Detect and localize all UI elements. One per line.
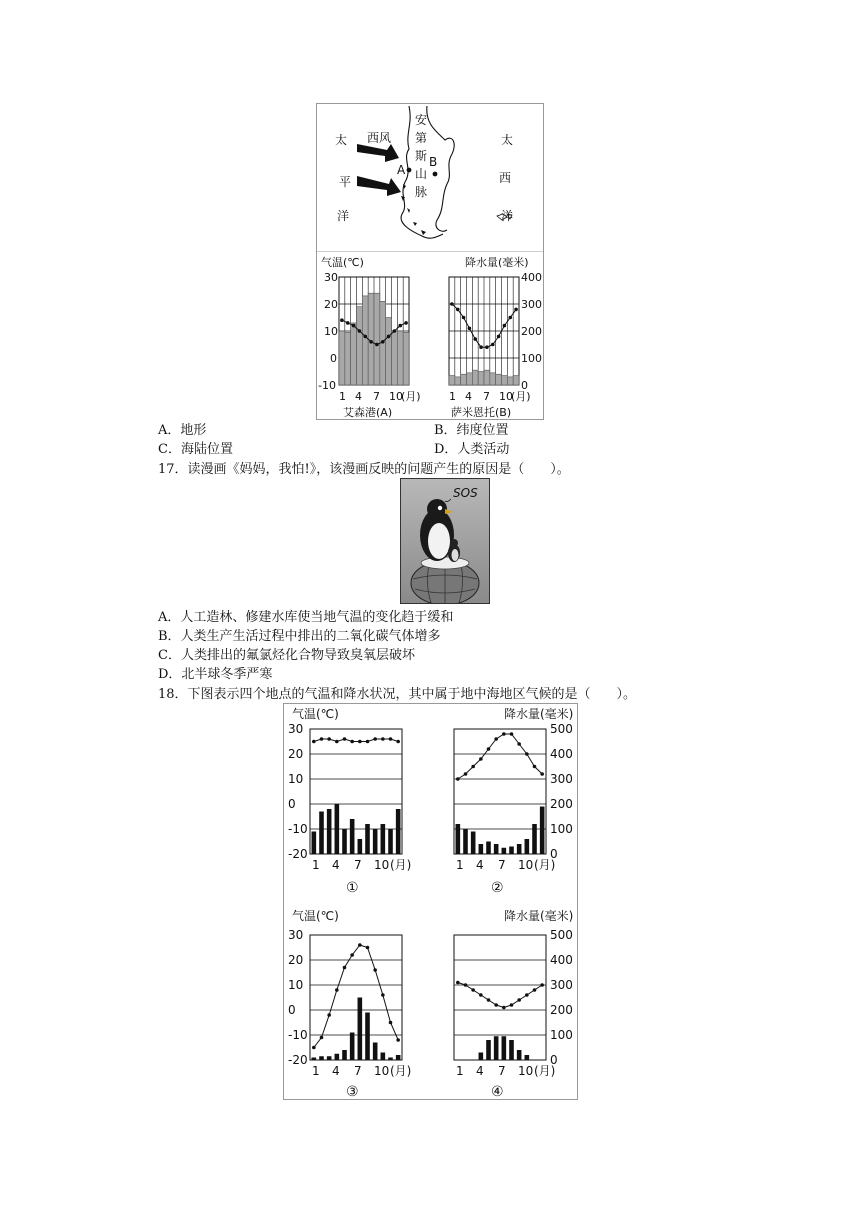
temp-point [327,737,331,741]
temp-point [533,988,537,992]
month-tick: 4 [476,1064,484,1078]
q16-precip-tick-0: 0 [521,379,528,392]
temp-point [494,1003,498,1007]
map-label-andes-1: 安 [415,113,428,127]
precip-bar [463,829,468,854]
temp-tick: 30 [288,928,304,942]
temp-point [396,1038,400,1042]
precip-bar [358,998,363,1061]
temp-point [343,737,347,741]
precip-bar [368,293,374,385]
temp-point [350,740,354,744]
map-label-andes-5: 脉 [415,185,428,199]
q18-label-2: ② [491,880,504,896]
temp-point [352,324,356,328]
q16-precip-tick-200: 200 [521,325,542,338]
precip-bar [525,839,530,854]
month-tick: 7 [498,1064,506,1078]
month-tick: (月) [534,1064,556,1078]
q16-a-month-10: 10 [389,390,403,403]
q16-precip-tick-300: 300 [521,298,542,311]
q17-stem: 17．读漫画《妈妈，我怕!》，该漫画反映的问题产生的原因是（ ）。 [158,462,570,477]
temp-point [510,732,514,736]
precip-bar [342,829,347,854]
precip-bar [373,829,378,854]
temp-point [387,335,391,339]
temp-point [369,340,373,344]
q18-stem: 18．下图表示四个地点的气温和降水状况，其中属于地中海地区气候的是（ ）。 [158,687,637,702]
precip-bar [449,376,455,385]
precip-bar [484,370,490,385]
precip-tick: 400 [550,747,573,761]
precip-bar [472,370,478,385]
q16-option-c[interactable]: C．海陆位置 [158,442,233,457]
q16-a-month-4: 4 [355,390,362,403]
temp-point [396,740,400,744]
precip-bar [486,1040,491,1060]
q18-plot-4 [454,935,546,1060]
precip-tick: 0 [550,847,558,861]
precip-bar [365,824,370,854]
precip-tick: 500 [550,928,573,942]
temp-point [487,747,491,751]
precip-bar [381,1053,386,1061]
temp-point [320,737,324,741]
precip-bar [396,809,401,854]
precip-bar [392,331,398,385]
q17-option-d[interactable]: D．北半球冬季严寒 [158,667,273,682]
q16-b-month-10: 10 [499,390,513,403]
q16-b-month-7: 7 [483,390,490,403]
precip-bar [490,373,496,385]
temp-point [456,981,460,985]
precip-bar [312,832,317,855]
temp-point [464,983,468,987]
temp-point [540,772,544,776]
precip-bar [467,373,473,385]
south-america-map [317,104,543,252]
q18-figure [283,703,578,1100]
precip-bar [357,307,363,385]
temp-tick: 20 [288,953,304,967]
precip-bar [461,374,467,385]
temp-point [373,737,377,741]
temp-point [471,765,475,769]
precip-bar [312,1058,317,1061]
temp-point [473,337,477,341]
precip-bar [374,293,380,385]
q16-b-month-4: 4 [465,390,472,403]
month-tick: 1 [456,1064,464,1078]
cartoon-sos: SOS [453,486,478,500]
q16-station-a: 艾森港(A) [343,406,393,419]
precip-bar [509,1040,514,1060]
q16-precip-tick-100: 100 [521,352,542,365]
precip-tick: 300 [550,978,573,992]
temp-point [389,737,393,741]
q16-option-b[interactable]: B．纬度位置 [434,423,509,438]
precip-bar [327,1056,332,1060]
temp-tick: -20 [288,1053,308,1067]
q16-b-month-1: 1 [449,390,456,403]
temp-point [358,943,362,947]
temp-tick: 20 [288,747,304,761]
precip-bar [345,332,351,385]
precip-bar [319,1056,324,1060]
month-tick: 1 [312,1064,320,1078]
precip-bar [339,331,345,385]
month-tick: 1 [456,858,464,872]
temp-point [517,998,521,1002]
temp-point [479,993,483,997]
temp-tick: -20 [288,847,308,861]
precip-bar [502,848,507,854]
precip-bar [327,809,332,854]
map-label-wind: 西风 [367,131,392,145]
q16-temp-tick-30: 30 [324,271,338,284]
point-b-marker [433,172,438,177]
temp-point [487,998,491,1002]
q17-cartoon [400,478,490,604]
temp-point [497,335,501,339]
precip-bar [471,832,476,855]
temp-point [494,737,498,741]
q16-precip-axis-label: 降水量(毫米) [465,256,529,269]
temp-point [479,345,483,349]
precip-bar [362,296,368,385]
month-tick: 7 [498,858,506,872]
q16-a-month-1: 1 [339,390,346,403]
temp-tick: 10 [288,772,304,786]
precip-bar [494,844,499,854]
q16-station-b: 萨米恩托(B) [451,406,512,419]
temp-point [525,752,529,756]
precip-bar [517,844,522,854]
temp-point [346,321,350,325]
temp-point [389,1021,393,1025]
temp-point [533,765,537,769]
precip-bar [388,829,393,854]
temp-point [462,316,466,320]
temp-point [340,318,344,322]
temp-point [312,740,316,744]
temp-point [456,777,460,781]
temp-point [491,343,495,347]
map-label-tai-right: 太 [501,133,514,147]
precip-tick: 200 [550,1003,573,1017]
precip-bar [479,844,484,854]
q16-plot-a [339,277,409,385]
q16-b-month-unit: (月) [511,390,531,403]
precip-bar [517,1050,522,1060]
temp-point [450,302,454,306]
q18-climate-charts [284,704,577,1099]
map-label-tai-left: 太 [335,133,348,147]
month-tick: (月) [390,858,412,872]
q18-plot-3 [310,935,402,1060]
temp-point [343,966,347,970]
map-label-yang-right: 洋 [501,209,514,223]
q17-option-b[interactable]: B．人类生产生活过程中排出的二氧化碳气体增多 [158,629,441,644]
precip-bar [479,1053,484,1061]
temp-point [358,329,362,333]
map-label-andes-4: 山 [415,167,428,181]
month-tick: 10 [518,1064,534,1078]
precip-bar [509,847,514,855]
month-tick: 7 [354,1064,362,1078]
map-label-ping: 平 [339,175,352,189]
month-tick: 4 [332,858,340,872]
temp-point [468,327,472,331]
precip-bar [396,1055,401,1060]
point-a-marker [407,168,412,173]
temp-point [358,740,362,744]
month-tick: 10 [518,858,534,872]
precip-tick: 100 [550,1028,573,1042]
q16-precip-tick-400: 400 [521,271,542,284]
precip-bar [386,318,392,386]
q18-top-temp-label: 气温(℃) [292,707,339,721]
precip-bar [478,372,484,386]
temp-point [508,316,512,320]
precip-bar [456,824,461,854]
q16-temp-tick-10: 10 [324,325,338,338]
month-tick: 4 [476,858,484,872]
precip-bar [455,377,461,385]
precip-bar [319,812,324,855]
temp-point [335,740,339,744]
precip-tick: 500 [550,722,573,736]
precip-tick: 400 [550,953,573,967]
temp-point [479,757,483,761]
precip-bar [502,376,508,385]
temp-tick: 0 [288,797,296,811]
precip-bar [507,377,513,385]
precip-bar [532,824,537,854]
temp-point [381,737,385,741]
temp-point [464,772,468,776]
temp-point [393,329,397,333]
temp-point [363,335,367,339]
temp-point [320,1036,324,1040]
precip-tick: 100 [550,822,573,836]
month-tick: 1 [312,858,320,872]
precip-bar [351,323,357,385]
temp-tick: -10 [288,822,308,836]
q16-option-d[interactable]: D．人类活动 [434,442,510,457]
precip-bar [540,807,545,855]
temp-point [404,321,408,325]
temp-point [335,988,339,992]
q18-plot-2 [454,729,546,854]
temp-point [398,324,402,328]
month-tick: 7 [354,858,362,872]
q16-a-month-unit: (月) [401,390,421,403]
precip-bar [513,376,519,385]
q17-option-a[interactable]: A．人工造林、修建水库使当地气温的变化趋于缓和 [158,610,454,625]
temp-point [456,308,460,312]
precip-bar [388,1058,393,1061]
temp-point [375,343,379,347]
temp-point [502,1006,506,1010]
q16-figure [316,103,544,420]
precip-bar [494,1036,499,1060]
q16-option-a[interactable]: A．地形 [158,423,207,438]
map-label-yang-left: 洋 [337,209,350,223]
temp-point [373,968,377,972]
q16-temp-tick-m10: -10 [318,379,336,392]
map-label-a: A [397,163,406,177]
q18-bottom-precip-label: 降水量(毫米) [504,909,574,923]
precip-bar [335,804,340,854]
q18-bottom-temp-label: 气温(℃) [292,909,339,923]
q16-temp-axis-label: 气温(℃) [321,256,364,269]
precip-tick: 300 [550,772,573,786]
q18-top-precip-label: 降水量(毫米) [504,707,574,721]
map-label-andes-2: 第 [415,131,428,145]
precip-tick: 200 [550,797,573,811]
precip-bar [496,374,502,385]
precip-bar [403,332,409,385]
temp-point [350,953,354,957]
temp-point [540,983,544,987]
temp-point [381,340,385,344]
temp-tick: 0 [288,1003,296,1017]
temp-point [517,742,521,746]
q16-climate-charts [317,252,543,419]
temp-point [485,345,489,349]
precip-bar [381,824,386,854]
precip-bar [342,1050,347,1060]
precip-bar [373,1043,378,1061]
q18-plot-1 [310,729,402,854]
map-label-xi: 西 [499,171,512,185]
temp-tick: -10 [288,1028,308,1042]
precip-bar [350,1033,355,1061]
plot-frame [310,935,402,1060]
precip-bar [358,839,363,854]
q16-temp-tick-0: 0 [330,352,337,365]
temp-point [327,1013,331,1017]
temp-point [471,988,475,992]
q18-label-4: ④ [491,1084,504,1099]
month-tick: 4 [332,1064,340,1078]
q17-option-c[interactable]: C．人类排出的氟氯烃化合物导致臭氧层破坏 [158,648,415,663]
temp-point [502,732,506,736]
precip-bar [502,1036,507,1060]
q16-plot-b [449,277,519,385]
q16-a-month-7: 7 [373,390,380,403]
temp-point [514,308,518,312]
month-tick: 10 [374,858,390,872]
temp-point [366,946,370,950]
temp-tick: 10 [288,978,304,992]
precip-bar [335,1054,340,1060]
month-tick: 10 [374,1064,390,1078]
precip-bar [525,1055,530,1060]
plot-frame [454,935,546,1060]
precip-bar [365,1013,370,1061]
precip-bar [486,842,491,855]
map-label-b: B [429,155,438,169]
temp-point [510,1003,514,1007]
precip-bar [350,819,355,854]
temp-point [312,1046,316,1050]
temp-point [381,993,385,997]
q18-label-1: ① [346,880,359,896]
map-label-andes-3: 斯 [415,149,428,163]
month-tick: (月) [534,858,556,872]
precip-bar [397,331,403,385]
month-tick: (月) [390,1064,412,1078]
temp-point [525,993,529,997]
temp-tick: 30 [288,722,304,736]
temp-point [366,740,370,744]
temp-point [503,324,507,328]
precip-tick: 0 [550,1053,558,1067]
q18-label-3: ③ [346,1084,359,1099]
q16-temp-tick-20: 20 [324,298,338,311]
